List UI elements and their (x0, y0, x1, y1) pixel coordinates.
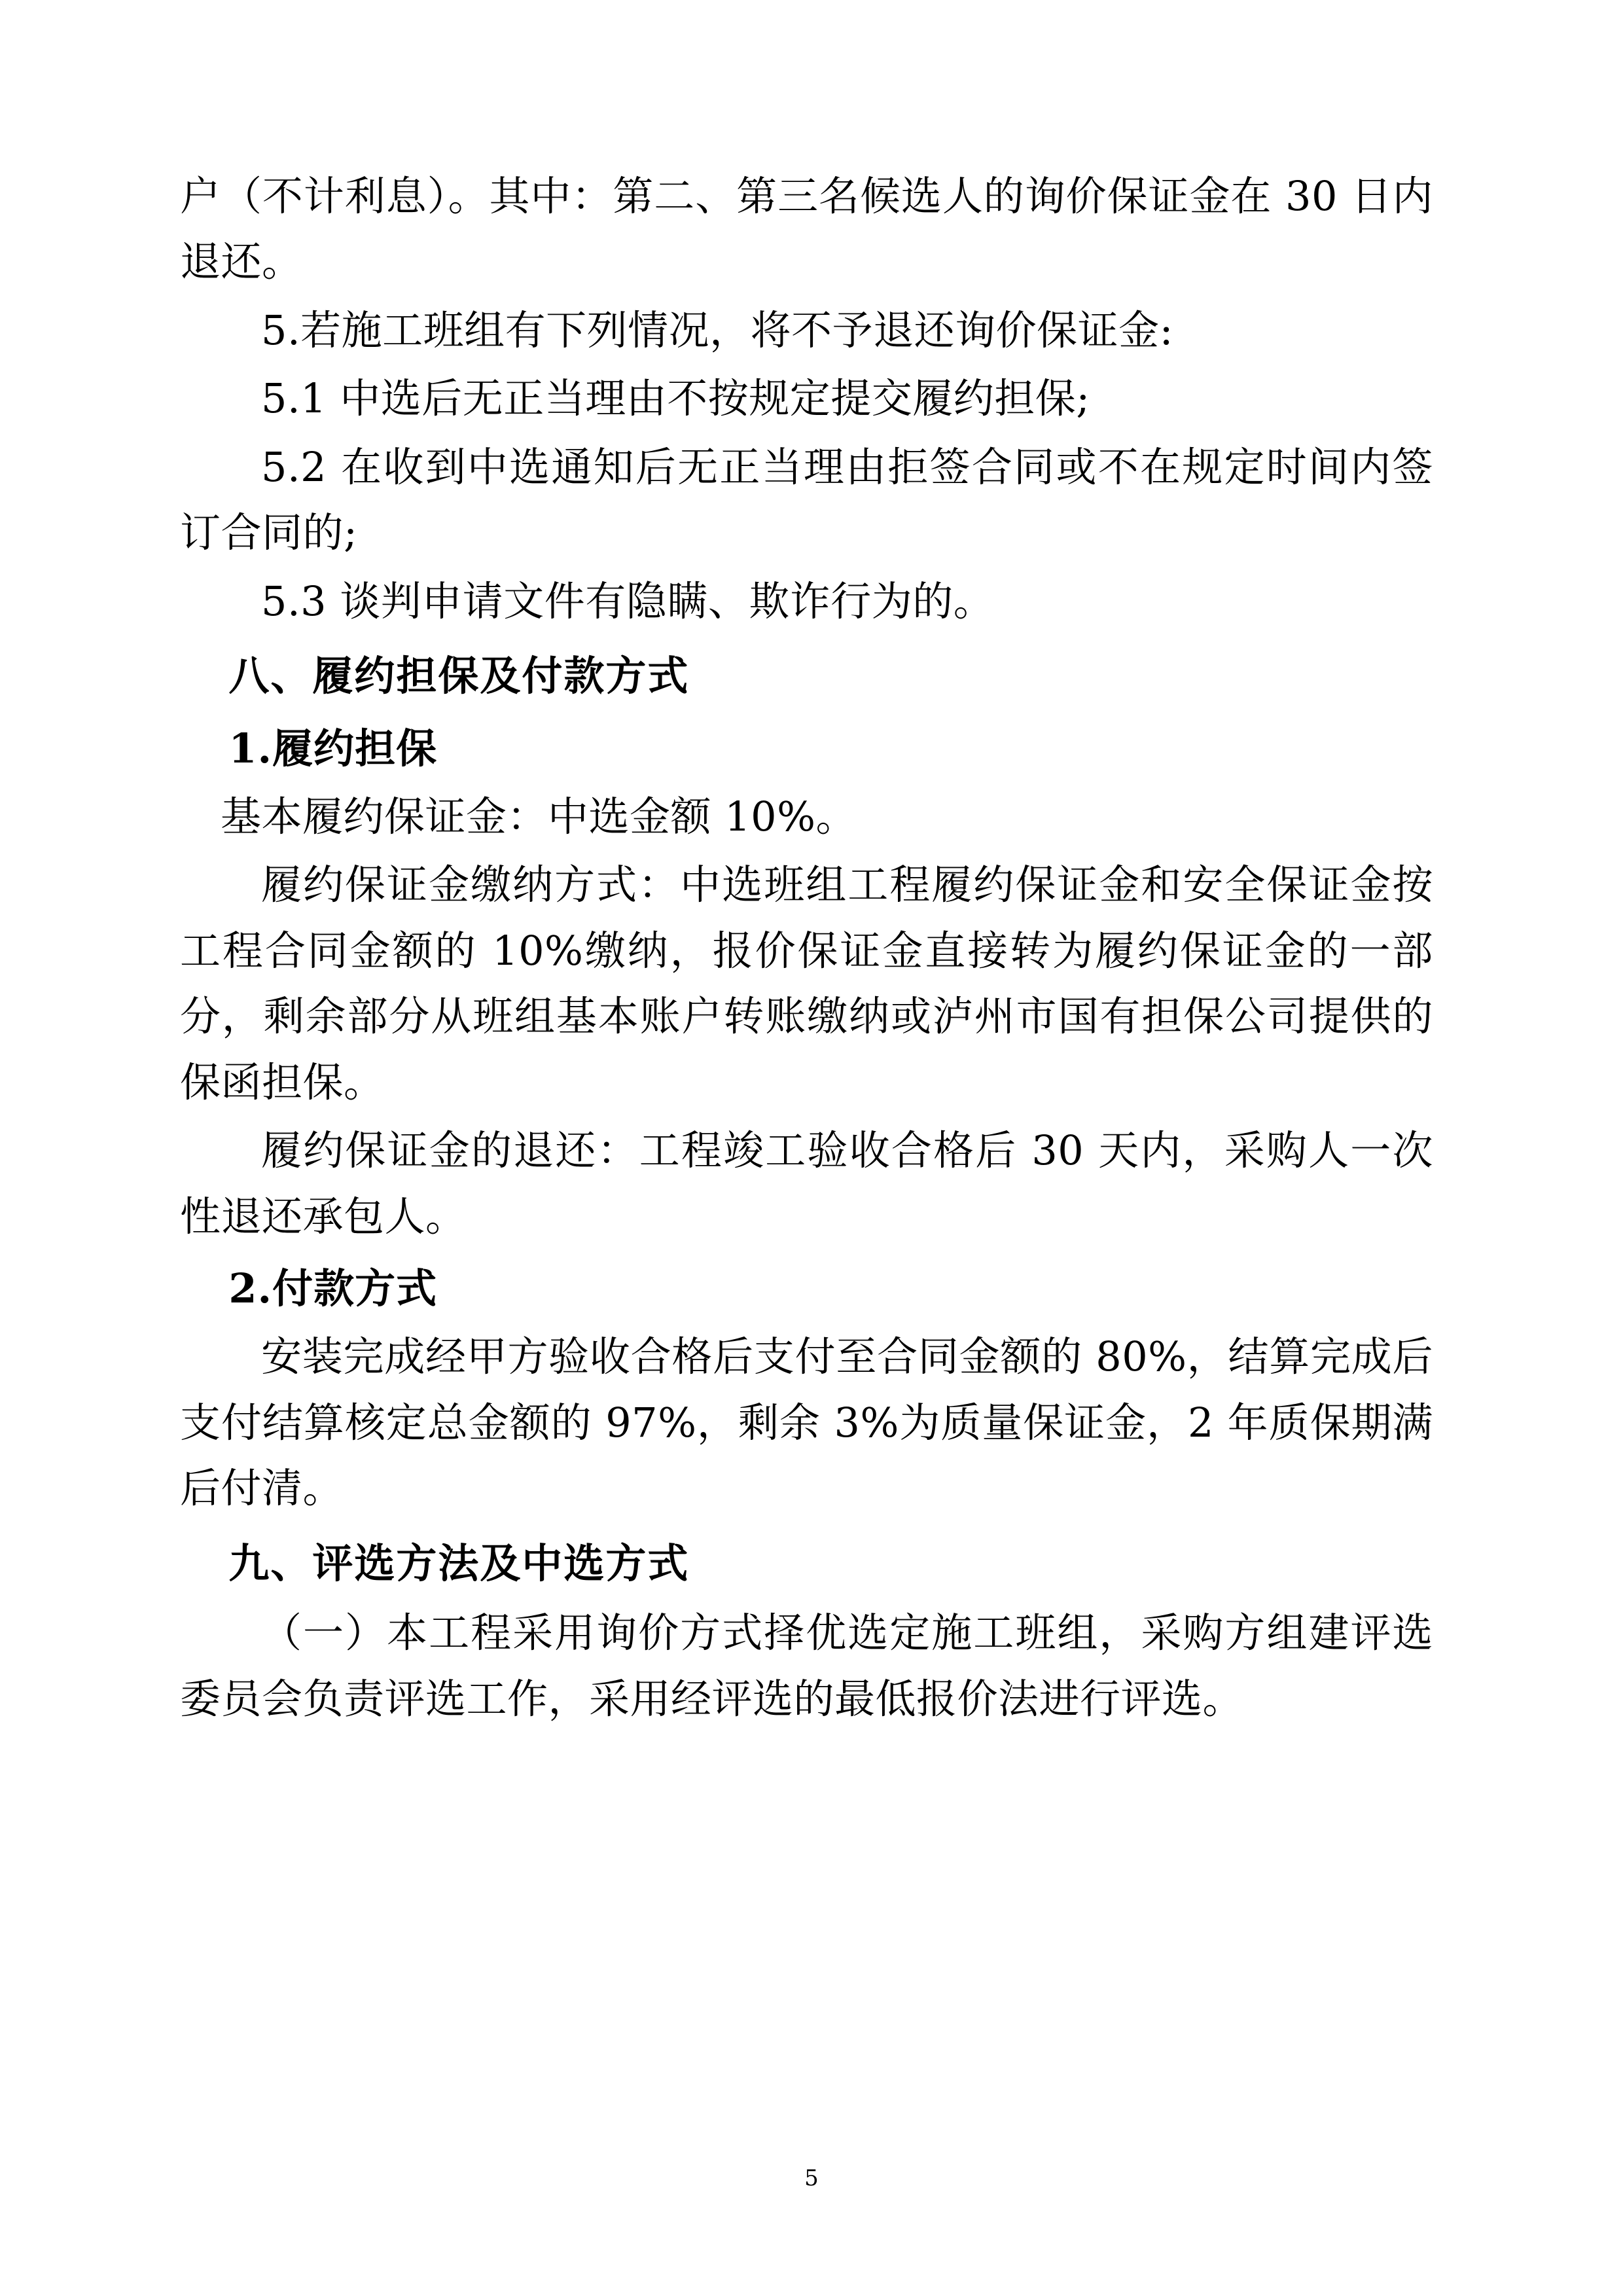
document-body (180, 164, 1433, 1732)
subsection-heading-payment-method: 2.付款方式 (228, 1265, 438, 1312)
paragraph-basic-performance-deposit: 基本履约保证金：中选金额 10%。 (221, 792, 857, 840)
subsection-heading-performance-guarantee: 1.履约担保 (228, 724, 438, 772)
section-heading-eight: 八、履约担保及付款方式 (228, 652, 690, 700)
paragraph-continuation: 户（不计利息）。其中：第二、第三名候选人的询价保证金在 30 日内退还。 (180, 172, 1433, 286)
clause-5-1: 5.1 中选后无正当理由不按规定提交履约担保; (261, 374, 1090, 423)
clause-5-3: 5.3 谈判申请文件有隐瞒、欺诈行为的。 (261, 577, 995, 625)
section-heading-nine: 九、评选方法及中选方式 (228, 1539, 690, 1587)
clause-5: 5.若施工班组有下列情况，将不予退还询价保证金: (261, 306, 1174, 354)
page-number: 5 (804, 2165, 819, 2191)
paragraph-payment-terms: 安装完成经甲方验收合格后支付至合同金额的 80%，结算完成后支付结算核定总金额的 97%，剩余 3%为质量保证金，2 年质保期满后付清。 (180, 1333, 1433, 1513)
paragraph-deposit-payment-method: 履约保证金缴纳方式：中选班组工程履约保证金和安全保证金按工程合同金额的 10%缴纳，报价保证金直接转为履约保证金的一部分，剩余部分从班组基本账户转账缴纳或泸州市国有担保公司提供的保函担保。 (180, 861, 1433, 1106)
paragraph-deposit-refund: 履约保证金的退还：工程竣工验收合格后 30 天内，采购人一次性退还承包人。 (180, 1126, 1433, 1240)
clause-5-2: 5.2 在收到中选通知后无正当理由拒签合同或不在规定时间内签订合同的; (180, 442, 1433, 557)
paragraph-selection-method: （一）本工程采用询价方式择优选定施工班组，采购方组建评选委员会负责评选工作，采用经评选的最低报价法进行评选。 (180, 1609, 1433, 1723)
